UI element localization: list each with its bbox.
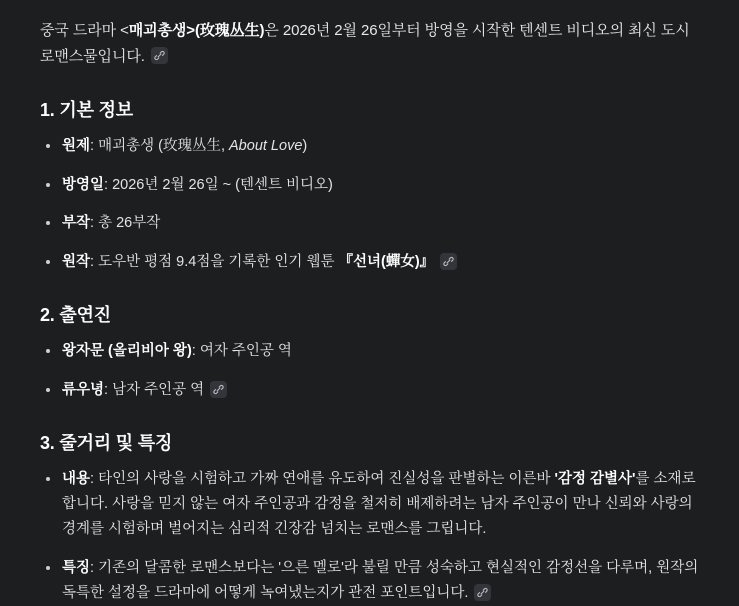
webtoon-title: 『선녀(蟬女)』 — [338, 254, 435, 271]
item-tail: 를 소재로 합니다. 사랑을 믿지 않는 여자 주인공과 감정을 철저히 배제하려는 남자 주인공이 만나 신뢰와 사랑의 경계를 시험하며 벌어지는 심리적 긴장감 넘치는 로맨스를 그립니다. — [62, 471, 696, 538]
intro-pre-text: 중국 드라마 < — [40, 22, 129, 39]
item-tail: ) — [302, 137, 308, 154]
item-text: : 도우반 평점 9.4점을 기록한 인기 웹툰 — [90, 254, 339, 271]
list-plot — [40, 467, 705, 606]
item-text: : 기존의 달콤한 로맨스보다는 '으른 멜로'라 불릴 만큼 성숙하고 현실적인 감정선을 다루며, 원작의 독특한 설정을 드라마에 어떻게 녹여냈는지가 관전 포인트입니다. — [62, 560, 699, 601]
item-label: 부작 — [62, 215, 91, 232]
intro-paragraph — [40, 18, 705, 70]
list-item — [40, 556, 705, 606]
list-basic-info — [40, 134, 705, 276]
item-text: : 남자 주인공 역 — [104, 382, 205, 399]
list-item — [40, 134, 705, 159]
section-heading-cast: 2. 출연진 — [40, 305, 111, 326]
link-icon[interactable] — [474, 584, 491, 601]
item-label: 특징 — [62, 560, 91, 577]
drama-title: 매괴총생>(玫瑰丛生) — [128, 22, 265, 39]
item-label: 원제 — [62, 137, 91, 154]
item-text: : 총 26부작 — [90, 215, 161, 232]
item-label: 원작 — [62, 254, 91, 271]
link-icon[interactable] — [440, 253, 457, 270]
list-item — [40, 339, 705, 364]
item-text: : 매괴총생 (玫瑰丛生, — [90, 137, 230, 154]
list-item — [40, 211, 705, 236]
list-item — [40, 467, 705, 542]
list-item — [40, 173, 705, 198]
item-label: 류우녕 — [62, 382, 105, 399]
link-icon[interactable] — [151, 47, 168, 64]
list-cast — [40, 339, 705, 403]
item-text: : 여자 주인공 역 — [191, 343, 292, 360]
section-heading-plot: 3. 줄거리 및 특징 — [40, 433, 173, 454]
item-label: 내용 — [62, 471, 91, 488]
item-label: 방영일 — [62, 176, 105, 193]
list-item — [40, 250, 705, 275]
item-text: : 타인의 사랑을 시험하고 가짜 연애를 유도하여 진실성을 판별하는 이른바 — [90, 471, 555, 488]
section-heading-basic-info: 1. 기본 정보 — [40, 99, 133, 120]
list-item — [40, 378, 705, 403]
link-icon[interactable] — [210, 381, 227, 398]
item-italic: About Love — [229, 137, 303, 154]
intro-post-text: 은 2026년 2월 26일부터 방영을 시작한 텐센트 비디오의 최신 도시 로맨스물입니다. — [40, 22, 690, 65]
item-label: 왕자문 (올리비아 왕) — [62, 343, 192, 360]
item-text: : 2026년 2월 26일 ~ (텐센트 비디오) — [104, 176, 333, 193]
item-strong: '감정 감별사' — [554, 471, 636, 488]
